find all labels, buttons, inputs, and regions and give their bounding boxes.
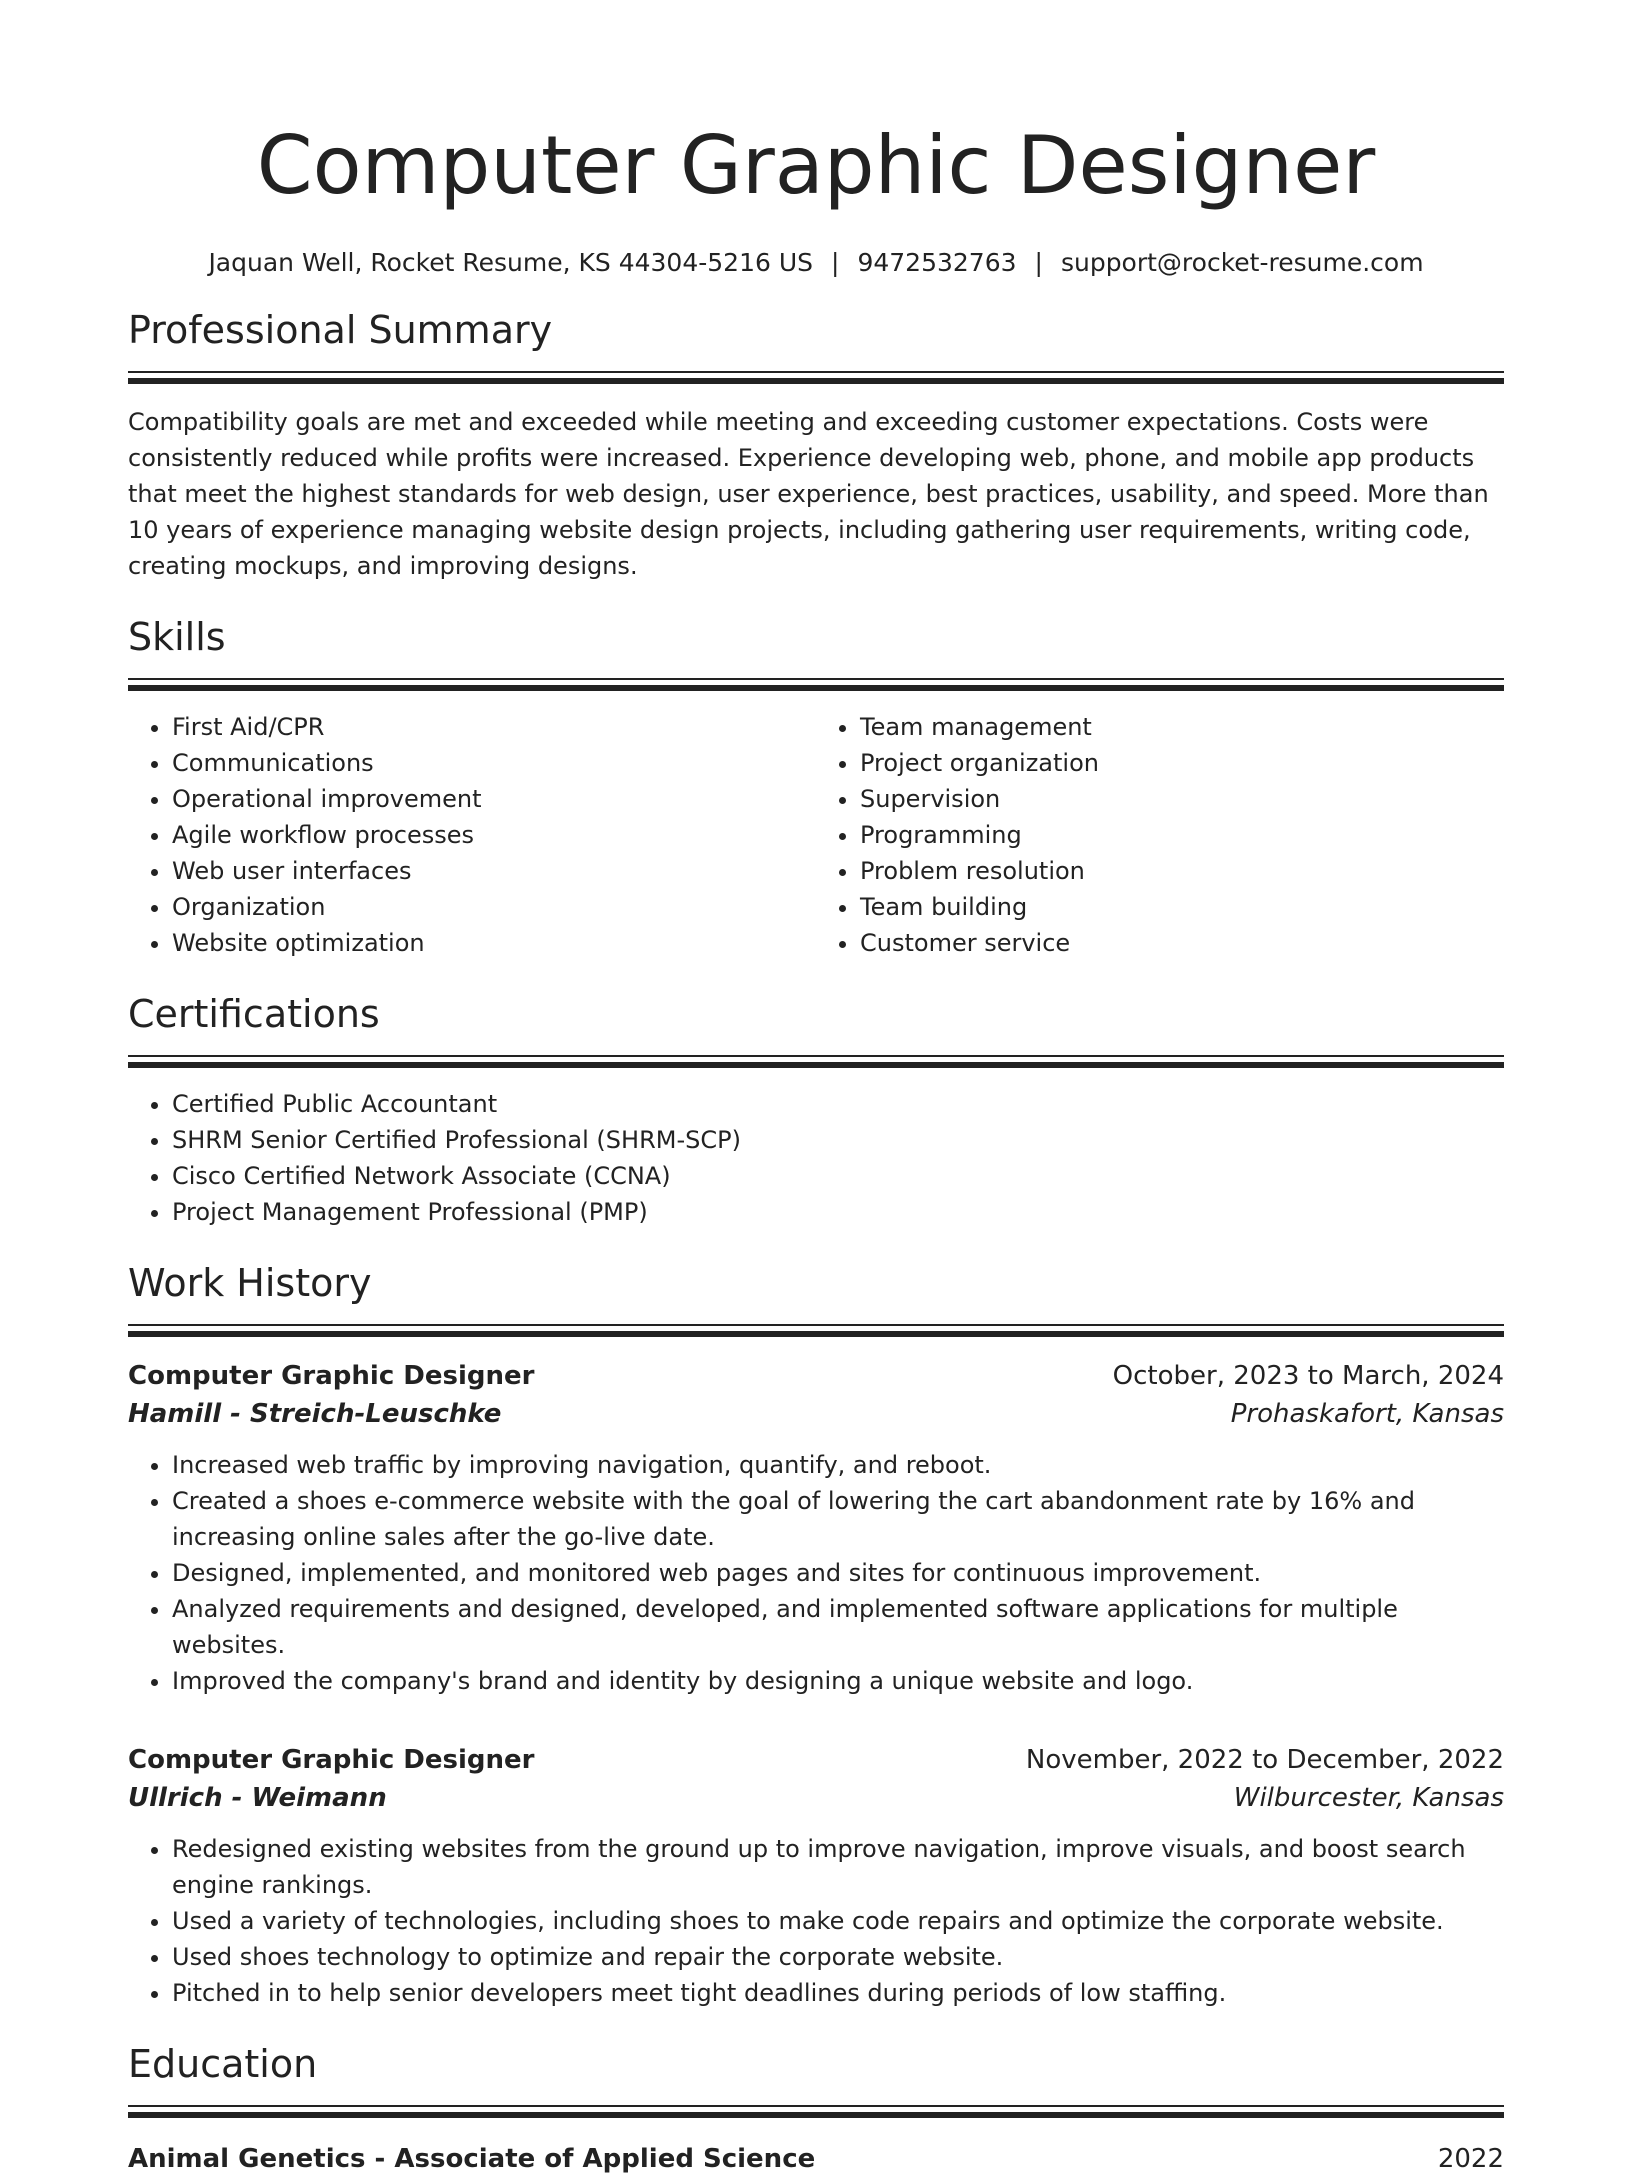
skill-item: • Team building: [860, 889, 1504, 925]
job-location: Prohaskafort, Kansas: [1230, 1399, 1504, 1429]
work-history-heading: Work History: [128, 1261, 372, 1305]
contact-line: [128, 248, 1504, 277]
section-divider: [128, 678, 1504, 691]
skill-item: • Organization: [172, 889, 816, 925]
job-bullet: • Redesigned existing websites from the ground up to improve navigation, improve visuals, and boost search engine rankings.: [172, 1831, 1504, 1903]
skill-item: • Website optimization: [172, 925, 816, 961]
skill-item: • Web user interfaces: [172, 853, 816, 889]
job-bullets: [128, 1831, 1504, 2011]
skills-columns: [128, 709, 1504, 961]
job-entry: [128, 1741, 1504, 2011]
job-location: Wilburcester, Kansas: [1233, 1783, 1504, 1813]
skill-item: • Problem resolution: [860, 853, 1504, 889]
job-subheader: [128, 1395, 1504, 1433]
skill-item: • Programming: [860, 817, 1504, 853]
skill-item: • Operational improvement: [172, 781, 816, 817]
section-divider: [128, 1324, 1504, 1337]
certification-item: • Project Management Professional (PMP): [172, 1194, 1504, 1230]
skill-item: • First Aid/CPR: [172, 709, 816, 745]
certifications-heading: Certifications: [128, 992, 380, 1036]
skills-list-left: [128, 709, 816, 961]
job-subheader: [128, 1779, 1504, 1817]
contact-address: Jaquan Well, Rocket Resume, KS 44304-5216 US: [208, 248, 814, 277]
certifications-list: [128, 1086, 1504, 1230]
work-history-section: [128, 1261, 1504, 2011]
section-divider: [128, 1055, 1504, 1068]
skills-list-right: [816, 709, 1504, 961]
job-company: Ullrich - Weimann: [128, 1783, 387, 1813]
skill-item: • Project organization: [860, 745, 1504, 781]
skill-item: • Communications: [172, 745, 816, 781]
job-bullet: • Improved the company's brand and identity by designing a unique website and logo.: [172, 1663, 1504, 1699]
job-bullet: • Pitched in to help senior developers meet tight deadlines during periods of low staffing.: [172, 1975, 1504, 2011]
contact-email: support@rocket-resume.com: [1060, 248, 1424, 277]
certifications-section: [128, 992, 1504, 1230]
skill-item: • Supervision: [860, 781, 1504, 817]
job-bullet: • Analyzed requirements and designed, developed, and implemented software applications for multiple websites.: [172, 1591, 1504, 1663]
contact-separator: |: [1034, 248, 1043, 277]
section-divider: [128, 371, 1504, 384]
job-bullet: • Used shoes technology to optimize and repair the corporate website.: [172, 1939, 1504, 1975]
job-company: Hamill - Streich-Leuschke: [128, 1399, 502, 1429]
skills-section: [128, 615, 1504, 961]
job-bullet: • Created a shoes e-commerce website with the goal of lowering the cart abandonment rate by 16% and increasing online sales after the go-live date.: [172, 1483, 1504, 1555]
job-dates: November, 2022 to December, 2022: [1025, 1745, 1504, 1775]
education-heading: Education: [128, 2042, 318, 2086]
summary-section: [128, 308, 1504, 584]
job-entry: [128, 1357, 1504, 1699]
job-dates: October, 2023 to March, 2024: [1112, 1361, 1504, 1391]
skill-item: • Team management: [860, 709, 1504, 745]
contact-separator: |: [831, 248, 840, 277]
education-year: 2022: [1437, 2144, 1504, 2174]
summary-heading: Professional Summary: [128, 308, 553, 352]
certification-item: • Cisco Certified Network Associate (CCNA): [172, 1158, 1504, 1194]
education-entry: [128, 2140, 1504, 2178]
skills-heading: Skills: [128, 615, 226, 659]
certification-item: • Certified Public Accountant: [172, 1086, 1504, 1122]
resume-title: Computer Graphic Designer: [256, 119, 1376, 212]
job-header: [128, 1357, 1504, 1395]
job-header: [128, 1741, 1504, 1779]
job-bullets: [128, 1447, 1504, 1699]
job-bullet: • Increased web traffic by improving navigation, quantify, and reboot.: [172, 1447, 1504, 1483]
skill-item: • Agile workflow processes: [172, 817, 816, 853]
skill-item: • Customer service: [860, 925, 1504, 961]
certification-item: • SHRM Senior Certified Professional (SHRM-SCP): [172, 1122, 1504, 1158]
summary-text: Compatibility goals are met and exceeded while meeting and exceeding customer expectations. Costs were consistently reduced while profits were increased. Experience developing web, phone, and mobile app products that meet the highest standards for web design, user experience, best practices, usability, and speed. More than 10 years of experience managing website design projects, including gathering user requirements, writing code, creating mockups, and improving designs.: [128, 408, 1489, 580]
contact-phone: 9472532763: [857, 248, 1017, 277]
job-bullet: • Designed, implemented, and monitored web pages and sites for continuous improvement.: [172, 1555, 1504, 1591]
education-degree: Animal Genetics - Associate of Applied Science: [128, 2144, 816, 2174]
job-title: Computer Graphic Designer: [128, 1361, 535, 1391]
job-title: Computer Graphic Designer: [128, 1745, 535, 1775]
job-bullet: • Used a variety of technologies, including shoes to make code repairs and optimize the corporate website.: [172, 1903, 1504, 1939]
